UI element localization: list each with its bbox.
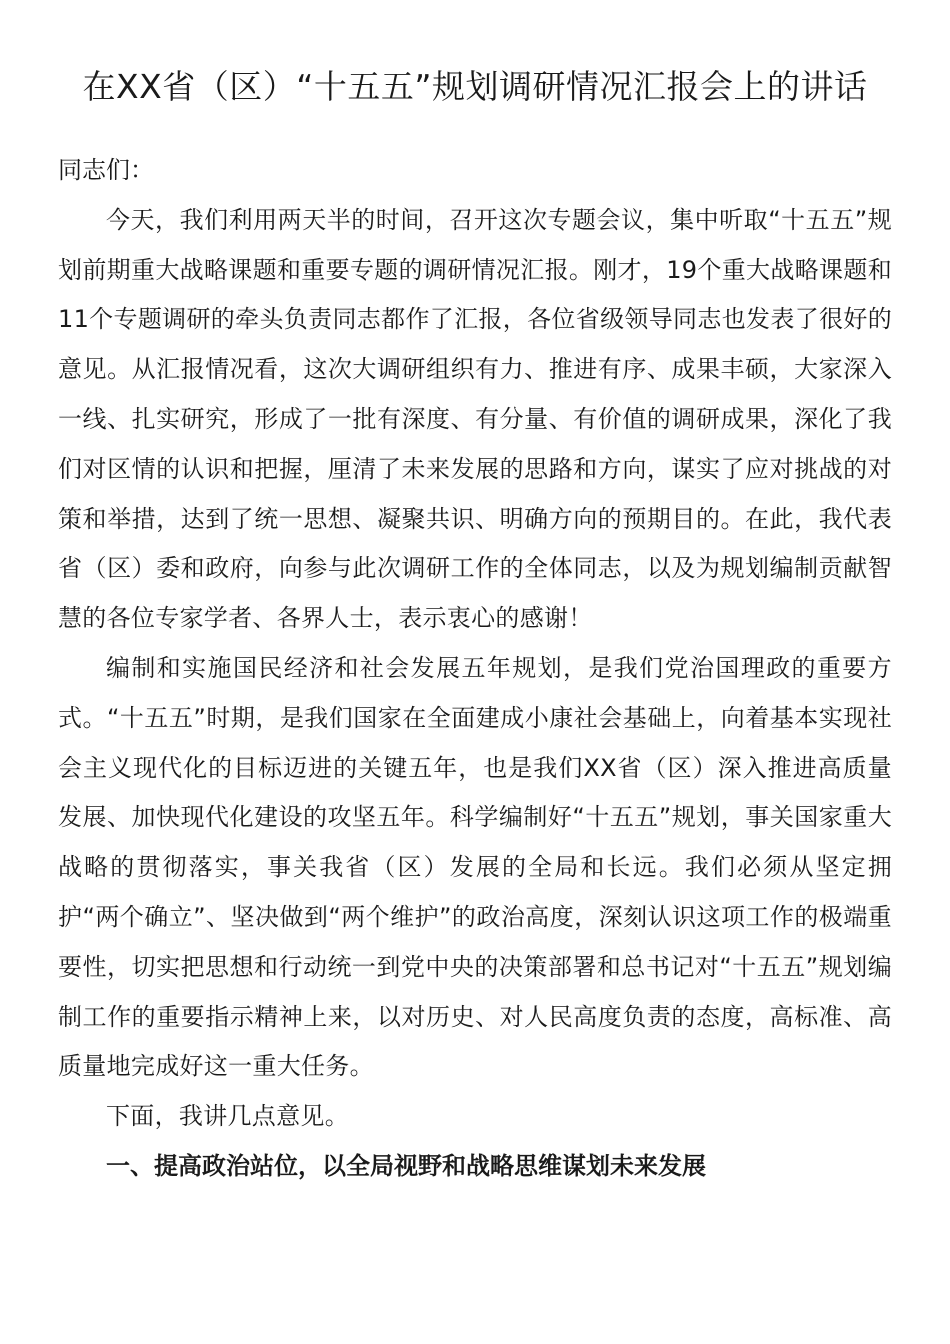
document-title: 在XX省（区）“十五五”规划调研情况汇报会上的讲话 bbox=[82, 67, 868, 106]
paragraph-opening: 今天，我们利用两天半的时间，召开这次专题会议，集中听取“十五五”规划前期重大战略课题和重要专题的调研情况汇报。刚才，19个重大战略课题和11个专题调研的牵头负责同志都作了汇报，各位省级领导同志也发表了很好的意见。从汇报情况看，这次大调研组织有力、推进有序、成果丰硕，大家深入一线、扎实研究，形成了一批有深度、有分量、有价值的调研成果，深化了我们对区情的认识和把握，厘清了未来发展的思路和方向，谋实了应对挑战的对策和举措，达到了统一思想、凝聚共识、明确方向的预期目的。在此，我代表省（区）委和政府，向参与此次调研工作的全体同志，以及为规划编制贡献智慧的各位专家学者、各界人士，表示衷心的感谢！ bbox=[58, 205, 892, 633]
paragraph-planning-importance: 编制和实施国民经济和社会发展五年规划，是我们党治国理政的重要方式。“十五五”时期，是我们国家在全面建成小康社会基础上，向着基本实现社会主义现代化的目标迈进的关键五年，也是我们XX省（区）深入推进高质量发展、加快现代化建设的攻坚五年。科学编制好“十五五”规划，事关国家重大战略的贯彻落实，事关我省（区）发展的全局和长远。我们必须从坚定拥护“两个确立”、坚决做到“两个维护”的政治高度，深刻认识这项工作的极端重要性，切实把思想和行动统一到党中央的决策部署和总书记对“十五五”规划编制工作的重要指示精神上来，以对历史、对人民高度负责的态度，高标准、高质量地完成好这一重大任务。 bbox=[58, 653, 892, 1081]
paragraph-transition: 下面，我讲几点意见。 bbox=[106, 1102, 349, 1131]
section-heading-1: 一、提高政治站位，以全局视野和战略思维谋划未来发展 bbox=[106, 1151, 706, 1180]
salutation: 同志们： bbox=[58, 156, 154, 184]
